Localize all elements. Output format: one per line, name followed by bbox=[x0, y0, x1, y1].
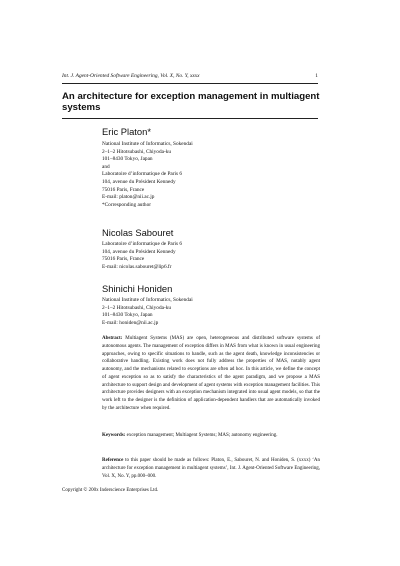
header-rule bbox=[62, 83, 318, 84]
reference-label: Reference bbox=[102, 458, 124, 463]
affiliation-email: E-mail: nicolas.sabouret@lip6.fr bbox=[102, 263, 172, 270]
affiliation-line: and bbox=[102, 163, 110, 170]
abstract bbox=[102, 335, 320, 413]
keywords-text: exception management; Multiagent Systems; MAS; autonomy engineering. bbox=[126, 433, 278, 438]
abstract-label: Abstract: bbox=[102, 336, 123, 341]
affiliation-line: 104, avenue du Président Kennedy bbox=[102, 248, 176, 255]
author-affiliation bbox=[102, 141, 322, 209]
reference-text: to this paper should be made as follows: Platon, E., Sabouret, N. and Honiden, S. (xxxx) ‘An architecture for exception management in multiagent systems’, Int. J. Agent-Oriented Software Engineering, Vol. X, No. Y, pp.000–000. bbox=[102, 458, 320, 479]
journal-citation: Int. J. Agent-Oriented Software Engineering, Vol. X, No. Y, xxxx bbox=[62, 73, 200, 79]
affiliation-line: 2–1–2 Hitotsubashi, Chiyoda-ku bbox=[102, 304, 172, 311]
keywords-label: Keywords: bbox=[102, 433, 126, 438]
affiliation-email: E-mail: platon@nii.ac.jp bbox=[102, 194, 155, 201]
paper-title: An architecture for exception management in multiagent systems bbox=[62, 91, 320, 113]
reference-note bbox=[102, 457, 320, 480]
title-rule bbox=[62, 118, 318, 119]
affiliation-line: Laboratoire d’informatique de Paris 6 bbox=[102, 171, 183, 178]
page-number: 1 bbox=[315, 73, 318, 79]
affiliation-line: 75016 Paris, France bbox=[102, 256, 145, 263]
affiliation-line: 101–8430 Tokyo, Japan bbox=[102, 312, 153, 319]
author-affiliation bbox=[102, 297, 322, 327]
author-name: Eric Platon* bbox=[102, 126, 151, 137]
author-affiliation bbox=[102, 241, 322, 271]
affiliation-line: National Institute of Informatics, Sokendai bbox=[102, 141, 193, 147]
affiliation-line: National Institute of Informatics, Sokendai bbox=[102, 297, 193, 303]
affiliation-line: 75016 Paris, France bbox=[102, 186, 145, 193]
author-name: Nicolas Sabouret bbox=[102, 227, 174, 238]
corresponding-author-note: *Corresponding author bbox=[102, 201, 151, 208]
abstract-text: Multiagent Systems (MAS) are open, heterogeneous and distributed software systems of autonomous agents. The management of exception differs in MAS from what is known in usual engineering approaches, owing to specific situations to handle, such as the agent death, knowledge inconsistencies or collaborative handling. Existing work does not fully address the properties of MAS, notably agent autonomy, and the mechanisms related to exceptions are often ad hoc. In this article, we define the concept of agent exception so as to satisfy the characteristics of the agent paradigm, and we propose a MAS architecture to support design and development of agent systems with exception management facilities. This architecture provides designers with an exception mechanism integrated into usual agent models, so that the work left to the designer is the definition of application-dependent handlers that are automatically invoked by the architecture when required. bbox=[102, 336, 320, 411]
affiliation-line: Laboratoire d’informatique de Paris 6 bbox=[102, 241, 183, 247]
copyright-notice: Copyright © 200x Inderscience Enterprises Ltd. bbox=[62, 488, 159, 493]
affiliation-line: 104, avenue du Président Kennedy bbox=[102, 178, 176, 185]
affiliation-email: E-mail: honiden@nii.ac.jp bbox=[102, 319, 159, 326]
author-name: Shinichi Honiden bbox=[102, 283, 173, 294]
keywords bbox=[102, 432, 320, 440]
affiliation-line: 2–1–2 Hitotsubashi, Chiyoda-ku bbox=[102, 148, 172, 155]
affiliation-line: 101–8430 Tokyo, Japan bbox=[102, 156, 153, 163]
running-header bbox=[62, 73, 318, 79]
